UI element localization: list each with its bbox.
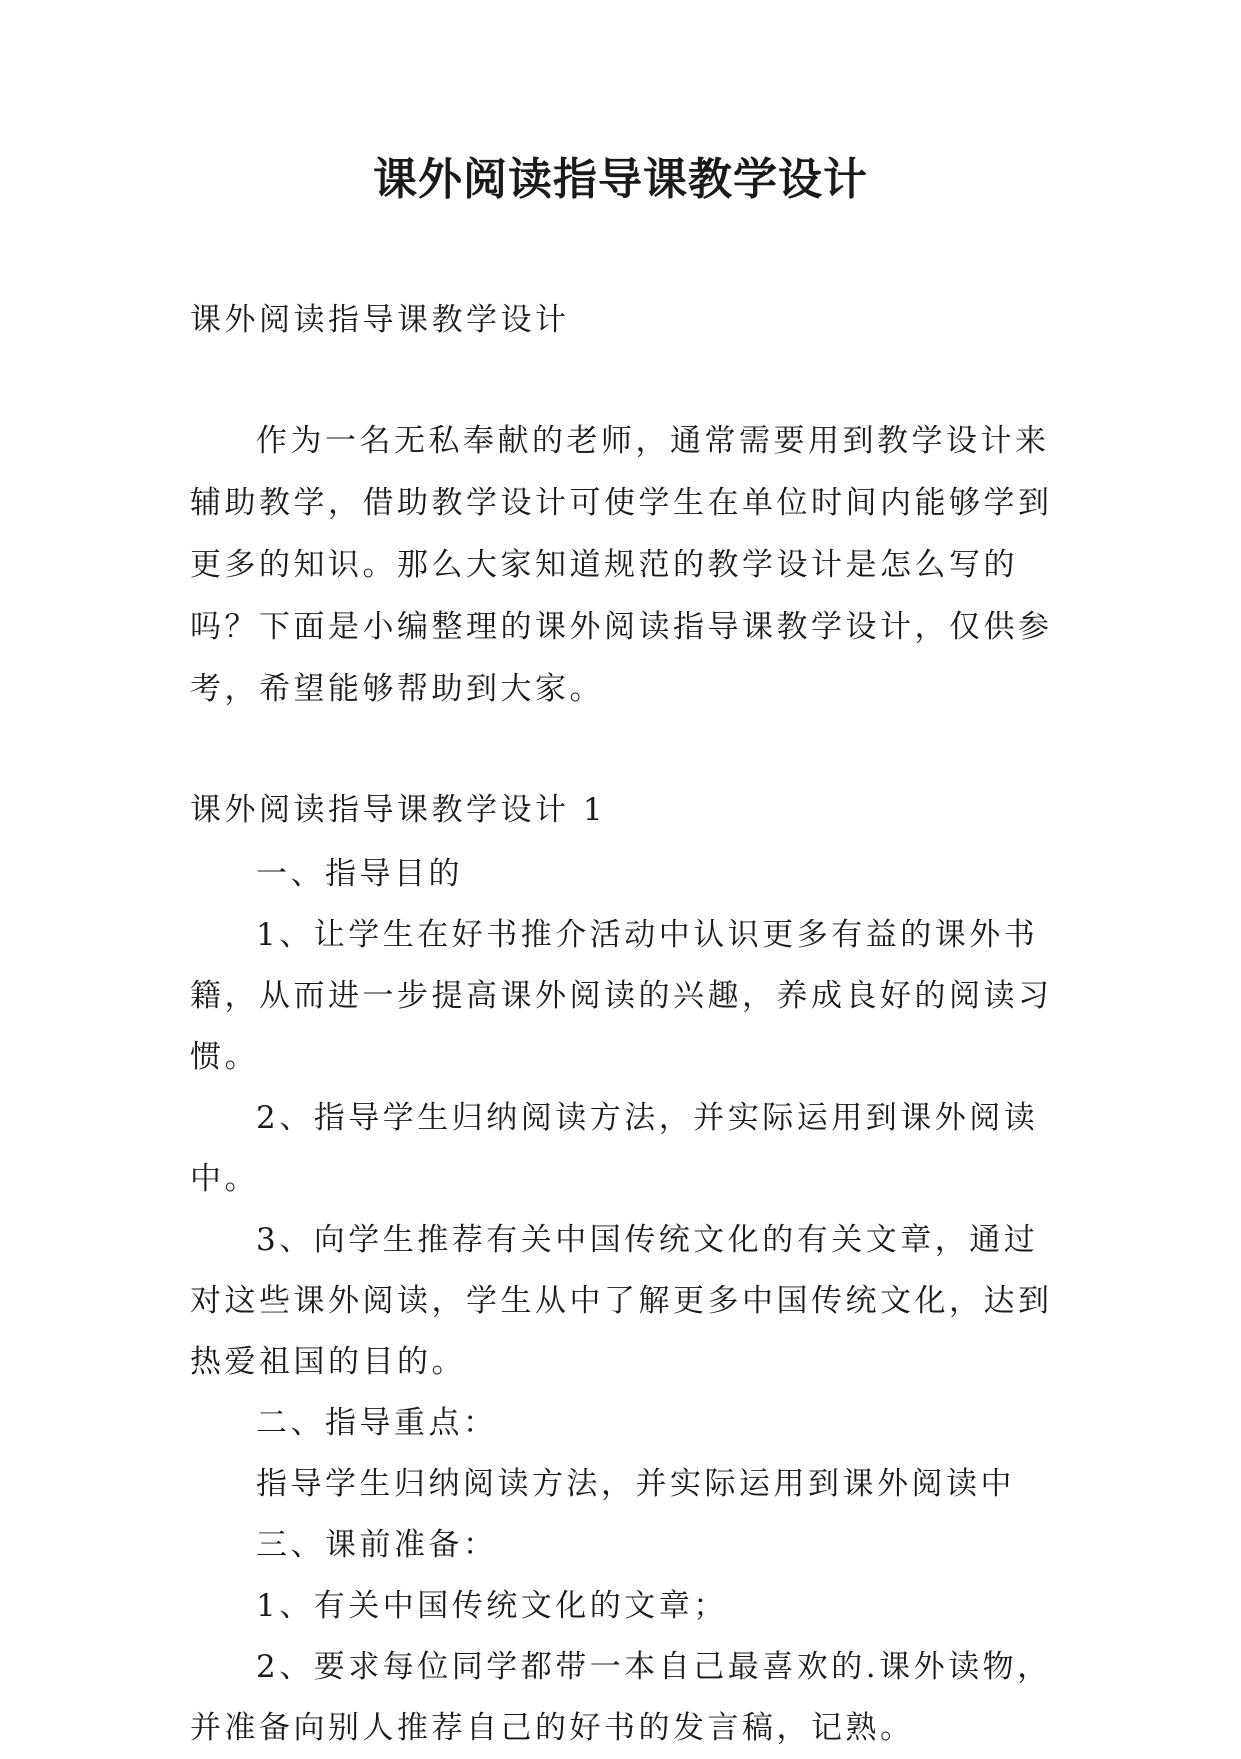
preparation-item-1: 1、有关中国传统文化的文章； bbox=[256, 1588, 728, 1624]
goal-item-3: 3、向学生推荐有关中国传统文化的有关文章，通过对这些课外阅读，学生从中了解更多中国传统文化，达到热爱祖国的目的。 bbox=[190, 1222, 1053, 1380]
heading-preparation: 三、课前准备： bbox=[256, 1527, 498, 1563]
intro-paragraph: 作为一名无私奉献的老师，通常需要用到教学设计来辅助教学，借助教学设计可使学生在单位时间内能够学到更多的知识。那么大家知道规范的教学设计是怎么写的吗？下面是小编整理的课外阅读指导课教学设计，仅供参考，希望能够帮助到大家。 bbox=[190, 423, 1053, 707]
heading-guidance-goal: 一、指导目的 bbox=[256, 856, 463, 892]
section-title: 课外阅读指导课教学设计 1 bbox=[190, 792, 607, 828]
preparation-item-2: 2、要求每位同学都带一本自己最喜欢的.课外读物，并准备向别人推荐自己的好书的发言稿，记熟。 bbox=[190, 1649, 1052, 1746]
goal-item-1: 1、让学生在好书推介活动中认识更多有益的课外书籍，从而进一步提高课外阅读的兴趣，养成良好的阅读习惯。 bbox=[190, 917, 1053, 1075]
goal-item-2: 2、指导学生归纳阅读方法，并实际运用到课外阅读中。 bbox=[190, 1100, 1039, 1197]
document-subtitle: 课外阅读指导课教学设计 bbox=[190, 302, 570, 338]
heading-guidance-focus: 二、指导重点： bbox=[256, 1405, 498, 1441]
focus-text: 指导学生归纳阅读方法，并实际运用到课外阅读中 bbox=[256, 1466, 1015, 1502]
document-body bbox=[190, 290, 1060, 1759]
document-title: 课外阅读指导课教学设计 bbox=[373, 154, 868, 205]
